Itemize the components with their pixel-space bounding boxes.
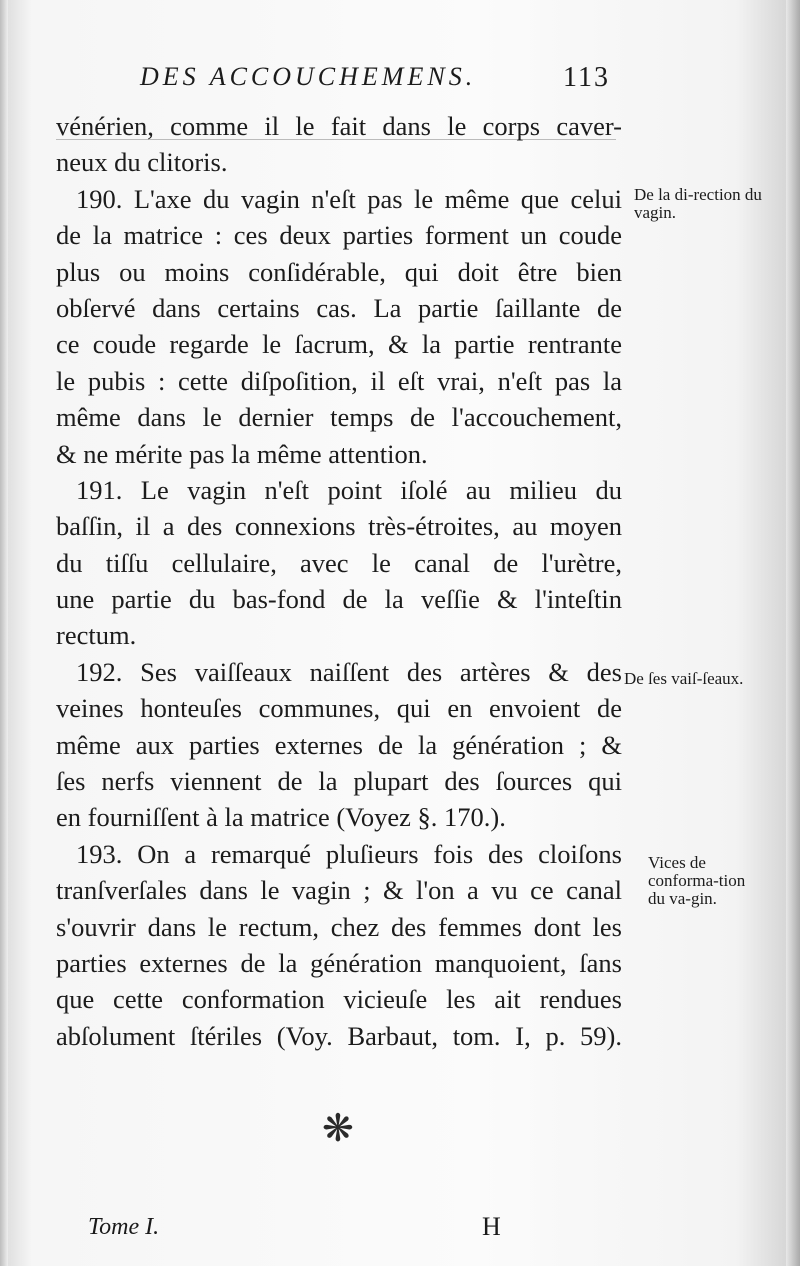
text-line: veines honteuſes communes, qui en envoient de xyxy=(56,693,622,724)
text-line: tranſverſales dans le vagin ; & l'on a vu ce canal xyxy=(56,875,622,906)
volume-label: Tome I. xyxy=(88,1214,160,1240)
paragraph-190-start: 190. L'axe du vagin n'eſt pas le même que celui xyxy=(76,183,622,214)
text-line: même aux parties externes de la génération ; & xyxy=(56,729,622,760)
margin-note-vaisseaux: De ſes vaiſ-ſeaux. xyxy=(624,669,744,688)
text-line: de la matrice : ces deux parties forment un coude xyxy=(56,220,622,251)
text-line: une partie du bas-fond de la veſſie & l'inteſtin xyxy=(56,584,622,615)
paragraph-192-start: 192. Ses vaiſſeaux naiſſent des artères & des xyxy=(76,656,622,687)
text-line: même dans le dernier temps de l'accouchement, xyxy=(56,402,622,433)
paragraph-191-start: 191. Le vagin n'eſt point iſolé au milieu du xyxy=(76,474,622,505)
text-line: neux du clitoris. xyxy=(56,147,228,178)
page-right-edge xyxy=(786,0,800,1266)
page-header xyxy=(140,62,610,102)
paragraph-193-start: 193. On a remarqué pluſieurs fois des cloiſons xyxy=(76,838,622,869)
text-line: s'ouvrir dans le rectum, chez des femmes dont les xyxy=(56,911,622,942)
text-line: abſolument ſtériles (Voy. Barbaut, tom. I, p. 59). xyxy=(56,1020,622,1051)
text-line: plus ou moins conſidérable, qui doit être bien xyxy=(56,256,622,287)
signature-mark: H xyxy=(482,1212,501,1241)
text-line: que cette conformation vicieuſe les ait rendues xyxy=(56,984,622,1015)
text-line: vénérien, comme il le fait dans le corps caver- xyxy=(56,111,622,141)
text-line: & ne mérite pas la même attention. xyxy=(56,438,428,469)
text-line: ce coude regarde le ſacrum, & la partie rentrante xyxy=(56,329,622,360)
text-line: baſſin, il a des connexions très-étroites, au moyen xyxy=(56,511,622,542)
text-line: rectum. xyxy=(56,620,137,651)
page-left-edge xyxy=(0,0,8,1266)
running-head: DES ACCOUCHEMENS. xyxy=(140,62,477,91)
asterisk-ornament-icon: ❋ xyxy=(322,1106,354,1150)
text-line: obſervé dans certains cas. La partie ſaillante de xyxy=(56,292,622,323)
margin-note-vices: Vices de conforma-tion du va-gin. xyxy=(648,853,746,908)
text-line: en fourniſſent à la matrice (Voyez §. 170.). xyxy=(56,802,506,833)
text-line: du tiſſu cellulaire, avec le canal de l'urètre, xyxy=(56,547,622,578)
text-line: parties externes de la génération manquoient, ſans xyxy=(56,947,622,978)
text-line: ſes nerfs viennent de la plupart des ſources qui xyxy=(56,766,622,797)
body-text xyxy=(56,108,622,1054)
text-line: le pubis : cette diſpoſition, il eſt vrai, n'eſt pas la xyxy=(56,365,622,396)
page-number: 113 xyxy=(563,62,610,93)
margin-note-vagin-direction: De la di-rection du vagin. xyxy=(634,185,762,222)
